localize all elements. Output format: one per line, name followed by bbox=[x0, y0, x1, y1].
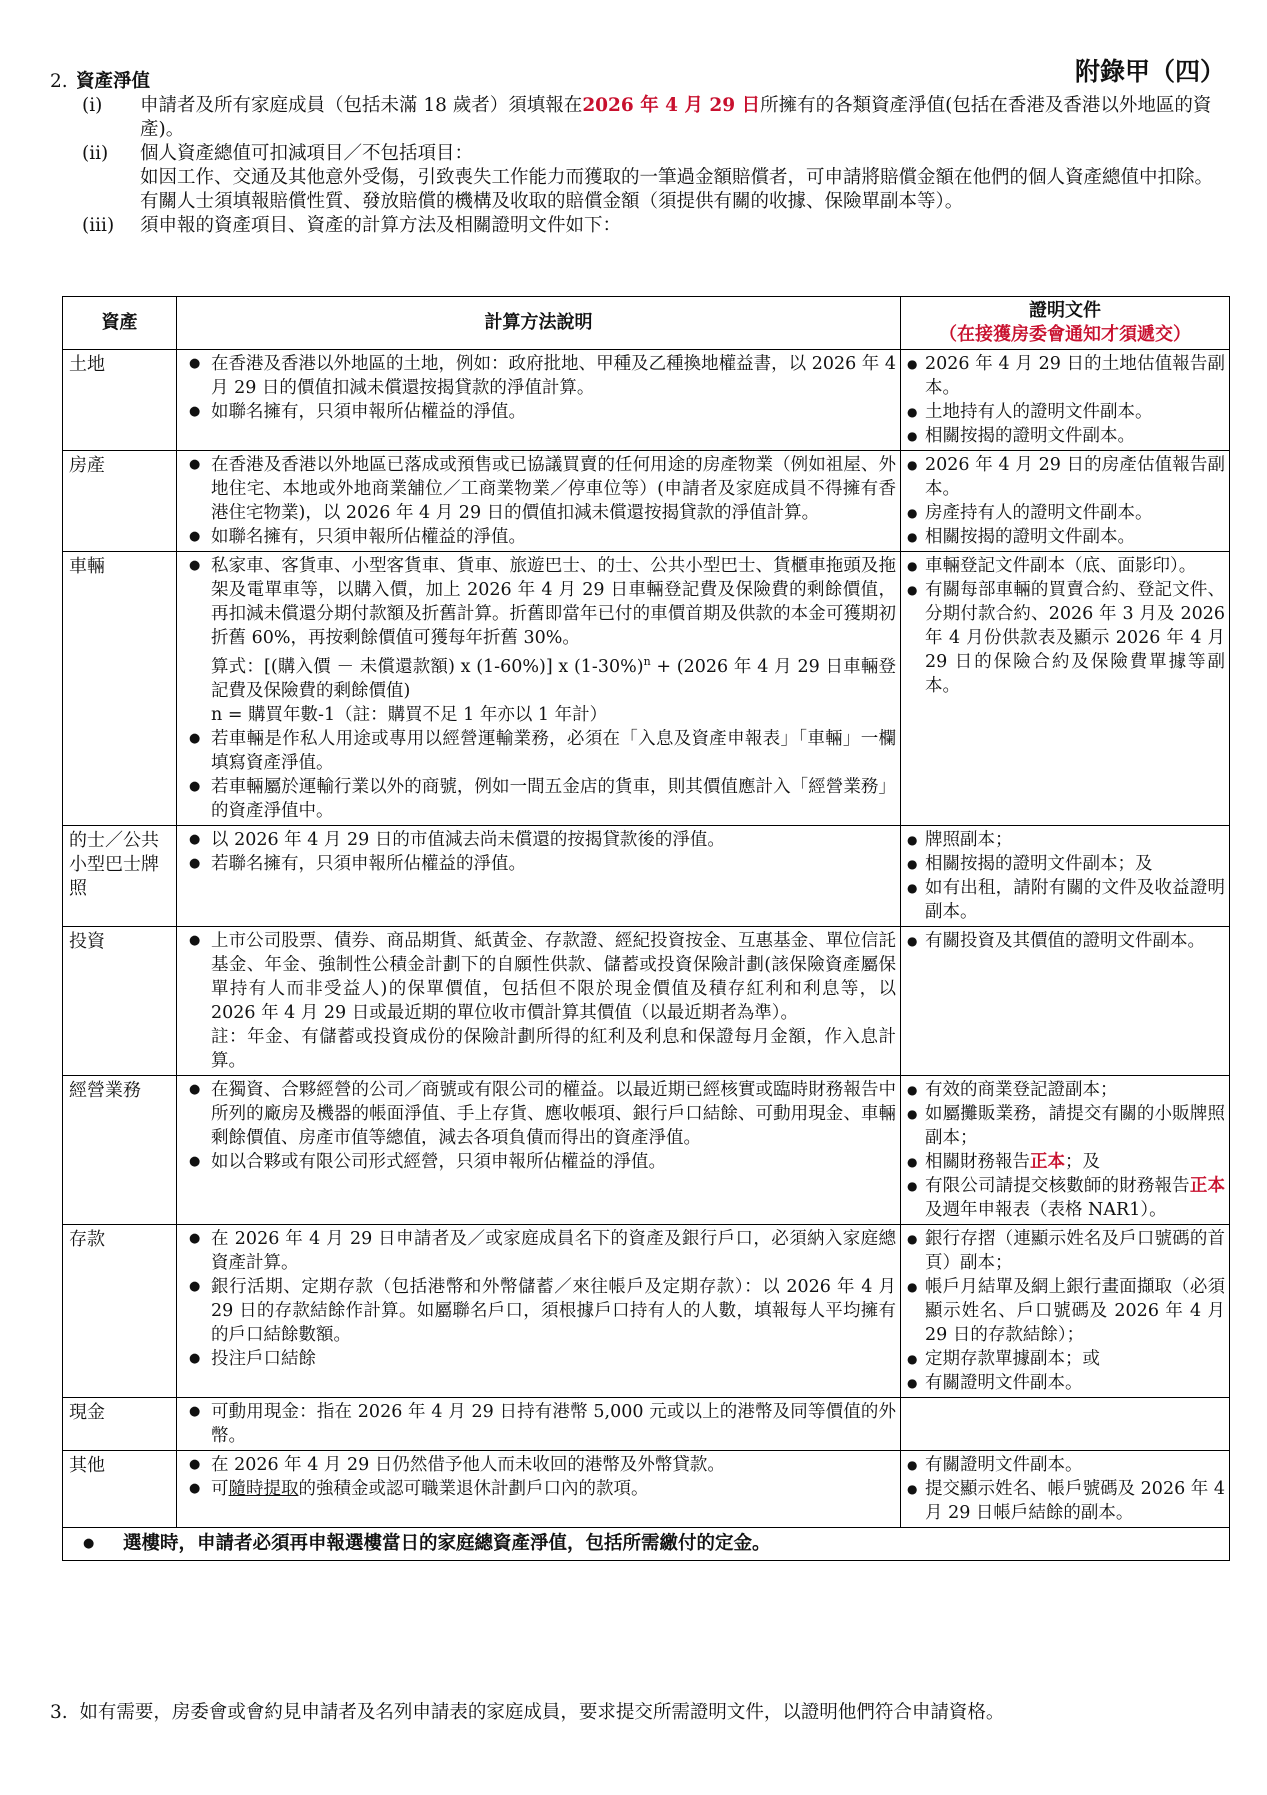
list-item: ● 土地持有人的證明文件副本。 bbox=[905, 400, 1225, 424]
list-item: ● 投注戶口結餘 bbox=[181, 1347, 896, 1371]
list-item: ● 相關按揭的證明文件副本。 bbox=[905, 424, 1225, 448]
list-item: ● 在 2026 年 4 月 29 日申請者及／或家庭成員名下的資產及銀行戶口，必須納入家庭總資產計算。 bbox=[181, 1227, 896, 1275]
section-item-i bbox=[50, 94, 1220, 142]
table-row bbox=[63, 1450, 1230, 1527]
asset-name: 車輛 bbox=[63, 552, 177, 826]
method-text: 私家車、客貨車、小型客貨車、貨車、旅遊巴士、的士、公共小型巴士、貨櫃車拖頭及拖架及電單車等，以購入價，加上 2026 年 4 月 29 日車輛登記費及保險費的剩餘價值，再扣減未償還分期付款額及折舊計算。折舊即當年已付的車價首期及供款的本金可獲期初折舊 60%，再按剩餘價值可獲每年折舊 30%。 bbox=[211, 556, 896, 648]
original-copy-highlight: 正本 bbox=[1189, 1175, 1225, 1196]
footer-note bbox=[50, 1698, 1004, 1724]
item-text bbox=[140, 94, 1220, 142]
docs-cell bbox=[901, 1450, 1230, 1527]
item-text: 須申報的資產項目、資產的計算方法及相關證明文件如下： bbox=[140, 215, 622, 236]
formula bbox=[211, 657, 896, 701]
list-item bbox=[905, 1150, 1225, 1174]
list-item: ● 有關投資及其價值的證明文件副本。 bbox=[905, 929, 1225, 953]
table-row bbox=[63, 1075, 1230, 1224]
list-item: ● 有關證明文件副本。 bbox=[905, 1371, 1225, 1395]
footer-number: 3. bbox=[50, 1702, 68, 1723]
table-row bbox=[63, 451, 1230, 552]
formula-part: 算式：[(購入價 － 未償還款額) x (1-60%)] x (1-30%) bbox=[211, 656, 644, 677]
table-row bbox=[63, 926, 1230, 1075]
item-number: (iii) bbox=[82, 215, 115, 236]
list-item: ● 有效的商業登記證副本； bbox=[905, 1078, 1225, 1102]
list-item: ● 如聯名擁有，只須申報所佔權益的淨值。 bbox=[181, 525, 896, 549]
section-net-assets bbox=[50, 70, 1220, 238]
list-item: ● 在 2026 年 4 月 29 日仍然借予他人而未收回的港幣及外幣貸款。 bbox=[181, 1453, 896, 1477]
method-cell bbox=[177, 825, 901, 926]
list-item: ● 帳戶月結單及網上銀行畫面擷取（必須顯示姓名、戶口號碼及 2026 年 4 月 29 日的存款結餘）； bbox=[905, 1275, 1225, 1347]
list-item bbox=[181, 1477, 896, 1501]
list-item: ● 提交顯示姓名、帳戶號碼及 2026 年 4 月 29 日帳戶結餘的副本。 bbox=[905, 1477, 1225, 1525]
asset-name: 土地 bbox=[63, 350, 177, 451]
item-text-detail: 如因工作、交通及其他意外受傷，引致喪失工作能力而獲取的一筆過金額賠償者，可申請將賠償金額在他們的個人資產總值中扣除。有關人士須填報賠償性質、發放賠償的機構及收取的賠償金額（須提供有關的收據、保險單副本等）。 bbox=[140, 167, 1214, 212]
list-item: ● 有關每部車輛的買賣合約、登記文件、分期付款合約、2026 年 3 月及 2026 年 4 月份供款表及顯示 2026 年 4 月 29 日的保險合約及保險費單據等副本。 bbox=[905, 578, 1225, 698]
list-item: ● 有關證明文件副本。 bbox=[905, 1453, 1225, 1477]
table-row bbox=[63, 1397, 1230, 1450]
formula-exponent: n bbox=[643, 655, 651, 668]
table-row bbox=[63, 350, 1230, 451]
list-item: ● 相關按揭的證明文件副本；及 bbox=[905, 852, 1225, 876]
original-copy-highlight: 正本 bbox=[1030, 1151, 1065, 1172]
list-item: ● 如聯名擁有，只須申報所佔權益的淨值。 bbox=[181, 400, 896, 424]
table-row bbox=[63, 825, 1230, 926]
list-item: ● 牌照副本； bbox=[905, 828, 1225, 852]
list-item: ● 相關按揭的證明文件副本。 bbox=[905, 525, 1225, 549]
bullet-icon: ● bbox=[83, 1535, 95, 1551]
item-number: (ii) bbox=[82, 143, 109, 164]
list-item: ● 若車輛是作私人用途或專用以經營運輸業務，必須在「入息及資產申報表」「車輛」一欄填寫資產淨值。 bbox=[181, 727, 896, 775]
method-text: 的強積金或認可職業退休計劃戶口內的款項。 bbox=[298, 1478, 649, 1499]
docs-cell bbox=[901, 1224, 1230, 1397]
asset-name: 現金 bbox=[63, 1397, 177, 1450]
annex-title: 附錄甲（四） bbox=[1074, 57, 1225, 86]
list-item: ● 2026 年 4 月 29 日的房產估值報告副本。 bbox=[905, 453, 1225, 501]
section-item-iii bbox=[50, 214, 1220, 238]
docs-cell bbox=[901, 552, 1230, 826]
asset-name: 房產 bbox=[63, 451, 177, 552]
doc-text: 有限公司請提交核數師的財務報告 bbox=[925, 1175, 1190, 1196]
list-item bbox=[905, 1174, 1225, 1222]
method-cell bbox=[177, 1450, 901, 1527]
docs-cell bbox=[901, 926, 1230, 1075]
list-item: ● 定期存款單據副本；或 bbox=[905, 1347, 1225, 1371]
method-cell bbox=[177, 552, 901, 826]
list-item: ● 在香港及香港以外地區已落成或預售或已協議買賣的任何用途的房產物業（例如祖屋、外地住宅、本地或外地商業舖位／工商業物業／停車位等）(申請者及家庭成員不得擁有香港住宅物業)，以 2026 年 4 月 29 日的價值扣減未償還按揭貸款的淨值計算。 bbox=[181, 453, 896, 525]
docs-cell bbox=[901, 1075, 1230, 1224]
list-item: ● 可動用現金：指在 2026 年 4 月 29 日持有港幣 5,000 元或以上的港幣及同等價值的外幣。 bbox=[181, 1400, 896, 1448]
list-item: ● 如以合夥或有限公司形式經營，只須申報所佔權益的淨值。 bbox=[181, 1150, 896, 1174]
method-text: 可 bbox=[211, 1478, 229, 1499]
method-cell bbox=[177, 1397, 901, 1450]
asset-name: 的士／公共小型巴士牌照 bbox=[63, 825, 177, 926]
method-cell bbox=[177, 451, 901, 552]
header-docs bbox=[901, 297, 1230, 350]
list-item: ● 以 2026 年 4 月 29 日的市值減去尚未償還的按揭貸款後的淨值。 bbox=[181, 828, 896, 852]
final-note-text: 選樓時，申請者必須再申報選樓當日的家庭總資產淨值，包括所需繳付的定金。 bbox=[123, 1532, 771, 1554]
asset-name: 投資 bbox=[63, 926, 177, 1075]
item-text bbox=[140, 142, 1220, 214]
item-text-pre: 申請者及所有家庭成員（包括未滿 18 歲者）須填報在 bbox=[140, 95, 583, 116]
section-title: 資產淨值 bbox=[76, 71, 151, 92]
key-date-highlight: 2026 年 4 月 29 日 bbox=[582, 95, 761, 116]
final-note bbox=[63, 1527, 1230, 1560]
docs-cell bbox=[901, 1397, 1230, 1450]
list-item: ● 車輛登記文件副本（底、面影印）。 bbox=[905, 554, 1225, 578]
list-item: ● 銀行存摺（連顯示姓名及戶口號碼的首頁）副本； bbox=[905, 1227, 1225, 1275]
list-item: ● 房產持有人的證明文件副本。 bbox=[905, 501, 1225, 525]
asset-name: 其他 bbox=[63, 1450, 177, 1527]
list-item: ● 在獨資、合夥經營的公司／商號或有限公司的權益。以最近期已經核實或臨時財務報告中所列的廠房及機器的帳面淨值、手上存貨、應收帳項、銀行戶口結餘、可動用現金、車輛剩餘價值、房產市值等總值，減去各項負債而得出的資產淨值。 bbox=[181, 1078, 896, 1150]
formula-n-note: n = 購買年數-1（註：購買不足 1 年亦以 1 年計） bbox=[211, 704, 608, 725]
table-row bbox=[63, 552, 1230, 826]
section-heading bbox=[50, 70, 1220, 94]
section-item-ii bbox=[50, 142, 1220, 214]
table-row bbox=[63, 1224, 1230, 1397]
asset-name: 經營業務 bbox=[63, 1075, 177, 1224]
table-header-row bbox=[63, 297, 1230, 350]
method-cell bbox=[177, 350, 901, 451]
method-cell bbox=[177, 1075, 901, 1224]
list-item: ● 如屬攤販業務，請提交有關的小販牌照副本； bbox=[905, 1102, 1225, 1150]
asset-name: 存款 bbox=[63, 1224, 177, 1397]
assets-table bbox=[62, 296, 1230, 1561]
doc-text: 相關財務報告 bbox=[925, 1151, 1030, 1172]
docs-cell bbox=[901, 451, 1230, 552]
method-cell bbox=[177, 926, 901, 1075]
doc-text: ；及 bbox=[1065, 1151, 1100, 1172]
list-item: ● 銀行活期、定期存款（包括港幣和外幣儲蓄／來往帳戶及定期存款）：以 2026 年 4 月 29 日的存款結餘作計算。如屬聯名戶口，須根據戶口持有人的人數，填報每人平均擁有的戶口結餘數額。 bbox=[181, 1275, 896, 1347]
header-docs-note: （在接獲房委會通知才須遞交） bbox=[939, 324, 1191, 345]
doc-text: 及週年申報表（表格 NAR1）。 bbox=[925, 1199, 1167, 1220]
item-number: (i) bbox=[82, 95, 103, 116]
underlined-text: 隨時提取 bbox=[228, 1478, 299, 1499]
docs-cell bbox=[901, 825, 1230, 926]
list-item: ● 若聯名擁有，只須申報所佔權益的淨值。 bbox=[181, 852, 896, 876]
footer-text: 如有需要，房委會或會約見申請者及名列申請表的家庭成員，要求提交所需證明文件，以證明他們符合申請資格。 bbox=[79, 1702, 1005, 1723]
header-asset: 資產 bbox=[63, 297, 177, 350]
header-docs-label: 證明文件 bbox=[1029, 300, 1101, 321]
final-note-row bbox=[63, 1527, 1230, 1560]
list-item: ● 如有出租，請附有關的文件及收益證明副本。 bbox=[905, 876, 1225, 924]
method-note: 註：年金、有儲蓄或投資成份的保險計劃所得的紅利及利息和保證每月金額，作入息計算。 bbox=[211, 1026, 896, 1071]
list-item: ● 若車輛屬於運輸行業以外的商號，例如一間五金店的貨車，則其價值應計入「經營業務」的資產淨值中。 bbox=[181, 775, 896, 823]
method-text: 上市公司股票、債券、商品期貨、紙黃金、存款證、經紀投資按金、互惠基金、單位信託基金、年金、強制性公積金計劃下的自願性供款、儲蓄或投資保險計劃(該保險資產屬保單持有人而非受益人)的保單價值，包括但不限於現金價值及積存紅利和利息等，以 2026 年 4 月 29 日或最近期的單位收市價計算其價值（以最近期者為準）。 bbox=[211, 930, 896, 1023]
list-item bbox=[181, 554, 896, 727]
item-text-main: 個人資產總值可扣減項目／不包括項目： bbox=[140, 143, 474, 164]
list-item bbox=[181, 929, 896, 1073]
list-item: ● 在香港及香港以外地區的土地，例如：政府批地、甲種及乙種換地權益書，以 2026 年 4 月 29 日的價值扣減未償還按揭貸款的淨值計算。 bbox=[181, 352, 896, 400]
item-text-post: 所擁有的各類資產淨值(包括在香港及香港以外地區的資產)。 bbox=[140, 95, 1212, 140]
section-number: 2. bbox=[50, 71, 68, 92]
formula-part: + (2026 年 4 月 29 日車輛登記費及保險費的剩餘價值) bbox=[211, 656, 897, 701]
method-cell bbox=[177, 1224, 901, 1397]
list-item: ● 2026 年 4 月 29 日的土地估值報告副本。 bbox=[905, 352, 1225, 400]
docs-cell bbox=[901, 350, 1230, 451]
header-method: 計算方法說明 bbox=[177, 297, 901, 350]
